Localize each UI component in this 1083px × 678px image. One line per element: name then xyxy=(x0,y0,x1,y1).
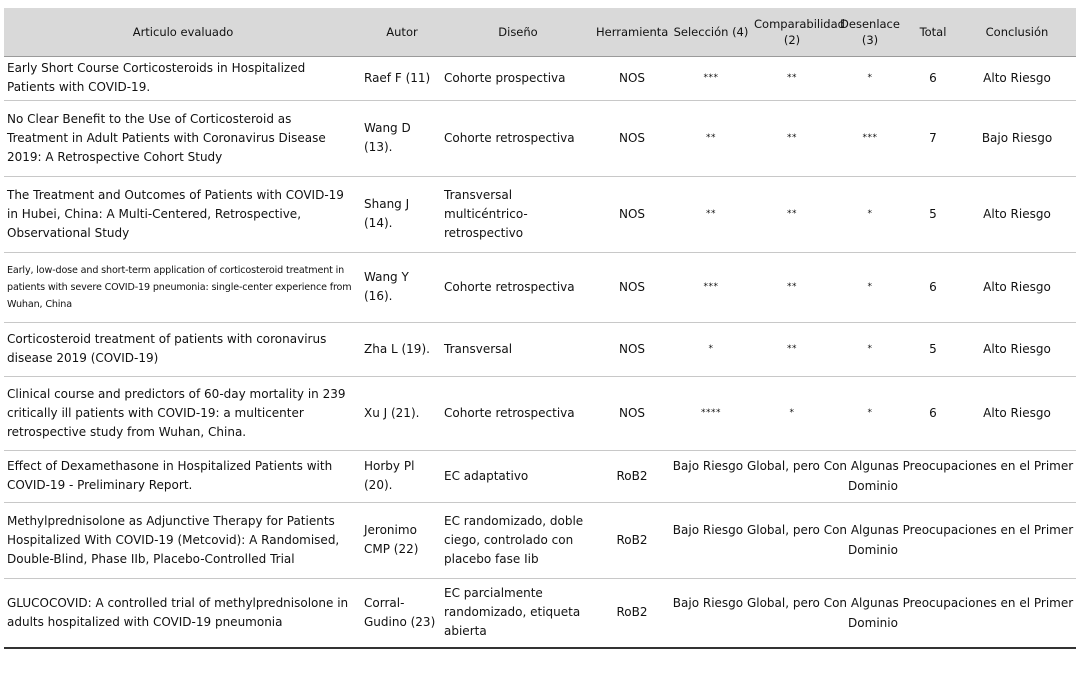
cell-diseno: Cohorte retrospectiva xyxy=(442,252,594,322)
header-comparabilidad: Comparabilidad (2) xyxy=(752,8,832,56)
table-row xyxy=(4,322,1076,376)
cell-articulo: No Clear Benefit to the Use of Corticosteroid as Treatment in Adult Patients with Coronavirus Disease 2019: A Retrospective Cohort Study xyxy=(4,100,362,176)
cell-herramienta: RoB2 xyxy=(594,502,670,578)
cell-articulo: Methylprednisolone as Adjunctive Therapy for Patients Hospitalized With COVID-19 (Metcovid): A Randomised, Double-Blind, Phase IIb, Placebo-Controlled Trial xyxy=(4,502,362,578)
cell-conclusion: Alto Riesgo xyxy=(958,376,1076,450)
cell-diseno: EC adaptativo xyxy=(442,450,594,502)
cell-autor: Shang J (14). xyxy=(362,176,442,252)
cell-herramienta: NOS xyxy=(594,56,670,100)
cell-diseno: Cohorte retrospectiva xyxy=(442,376,594,450)
header-total: Total xyxy=(908,8,958,56)
cell-autor: Wang Y (16). xyxy=(362,252,442,322)
cell-desenlace: * xyxy=(832,322,908,376)
cell-autor: Wang D (13). xyxy=(362,100,442,176)
table-header-row xyxy=(4,8,1076,56)
table-row xyxy=(4,376,1076,450)
header-diseno: Diseño xyxy=(442,8,594,56)
cell-autor: Corral-Gudino (23) xyxy=(362,578,442,648)
cell-total: 5 xyxy=(908,176,958,252)
cell-autor: Zha L (19). xyxy=(362,322,442,376)
cell-total: 7 xyxy=(908,100,958,176)
header-autor: Autor xyxy=(362,8,442,56)
cell-conclusion: Alto Riesgo xyxy=(958,176,1076,252)
cell-diseno: Cohorte prospectiva xyxy=(442,56,594,100)
cell-desenlace: * xyxy=(832,56,908,100)
cell-autor: Xu J (21). xyxy=(362,376,442,450)
cell-desenlace: * xyxy=(832,176,908,252)
cell-articulo: GLUCOCOVID: A controlled trial of methylprednisolone in adults hospitalized with COVID-19 pneumonia xyxy=(4,578,362,648)
risk-of-bias-table xyxy=(4,8,1076,649)
cell-seleccion: *** xyxy=(670,252,752,322)
cell-conclusion: Alto Riesgo xyxy=(958,322,1076,376)
cell-seleccion: *** xyxy=(670,56,752,100)
cell-articulo: Clinical course and predictors of 60-day mortality in 239 critically ill patients with COVID-19: a multicenter retrospective study from Wuhan, China. xyxy=(4,376,362,450)
cell-comparabilidad: * xyxy=(752,376,832,450)
cell-autor: Horby Pl (20). xyxy=(362,450,442,502)
cell-herramienta: RoB2 xyxy=(594,450,670,502)
cell-diseno: Cohorte retrospectiva xyxy=(442,100,594,176)
header-seleccion: Selección (4) xyxy=(670,8,752,56)
cell-desenlace: * xyxy=(832,252,908,322)
header-articulo: Articulo evaluado xyxy=(4,8,362,56)
cell-total: 6 xyxy=(908,56,958,100)
cell-articulo: Early Short Course Corticosteroids in Hospitalized Patients with COVID-19. xyxy=(4,56,362,100)
cell-autor: Raef F (11) xyxy=(362,56,442,100)
cell-diseno: Transversal xyxy=(442,322,594,376)
cell-comparabilidad: ** xyxy=(752,252,832,322)
cell-herramienta: NOS xyxy=(594,176,670,252)
cell-herramienta: NOS xyxy=(594,252,670,322)
cell-diseno: Transversal multicéntrico-retrospectivo xyxy=(442,176,594,252)
cell-articulo: Early, low-dose and short-term application of corticosteroid treatment in patients with severe COVID-19 pneumonia: single-center experience from Wuhan, China xyxy=(4,252,362,322)
cell-comparabilidad: ** xyxy=(752,100,832,176)
cell-conclusion: Bajo Riesgo xyxy=(958,100,1076,176)
table-row xyxy=(4,450,1076,502)
cell-desenlace: * xyxy=(832,376,908,450)
cell-seleccion: ** xyxy=(670,100,752,176)
cell-conclusion: Alto Riesgo xyxy=(958,56,1076,100)
cell-total: 6 xyxy=(908,376,958,450)
cell-articulo: Corticosteroid treatment of patients with coronavirus disease 2019 (COVID-19) xyxy=(4,322,362,376)
table-row xyxy=(4,252,1076,322)
table-row xyxy=(4,56,1076,100)
header-herramienta: Herramienta xyxy=(594,8,670,56)
cell-total: 6 xyxy=(908,252,958,322)
cell-conclusion-merged: Bajo Riesgo Global, pero Con Algunas Preocupaciones en el Primer Dominio xyxy=(670,502,1076,578)
cell-diseno: EC parcialmente randomizado, etiqueta abierta xyxy=(442,578,594,648)
cell-articulo: The Treatment and Outcomes of Patients with COVID-19 in Hubei, China: A Multi-Centered, Retrospective, Observational Study xyxy=(4,176,362,252)
cell-seleccion: **** xyxy=(670,376,752,450)
cell-herramienta: NOS xyxy=(594,322,670,376)
cell-conclusion-merged: Bajo Riesgo Global, pero Con Algunas Preocupaciones en el Primer Dominio xyxy=(670,578,1076,648)
cell-herramienta: RoB2 xyxy=(594,578,670,648)
cell-total: 5 xyxy=(908,322,958,376)
table-row xyxy=(4,176,1076,252)
cell-comparabilidad: ** xyxy=(752,56,832,100)
table-row xyxy=(4,578,1076,648)
cell-seleccion: * xyxy=(670,322,752,376)
header-desenlace: Desenlace (3) xyxy=(832,8,908,56)
cell-conclusion-merged: Bajo Riesgo Global, pero Con Algunas Preocupaciones en el Primer Dominio xyxy=(670,450,1076,502)
cell-comparabilidad: ** xyxy=(752,176,832,252)
cell-herramienta: NOS xyxy=(594,376,670,450)
table-row xyxy=(4,100,1076,176)
cell-autor: Jeronimo CMP (22) xyxy=(362,502,442,578)
cell-seleccion: ** xyxy=(670,176,752,252)
cell-articulo: Effect of Dexamethasone in Hospitalized Patients with COVID-19 - Preliminary Report. xyxy=(4,450,362,502)
cell-diseno: EC randomizado, doble ciego, controlado con placebo fase Iib xyxy=(442,502,594,578)
cell-comparabilidad: ** xyxy=(752,322,832,376)
header-conclusion: Conclusión xyxy=(958,8,1076,56)
cell-conclusion: Alto Riesgo xyxy=(958,252,1076,322)
cell-herramienta: NOS xyxy=(594,100,670,176)
cell-desenlace: *** xyxy=(832,100,908,176)
table-row xyxy=(4,502,1076,578)
